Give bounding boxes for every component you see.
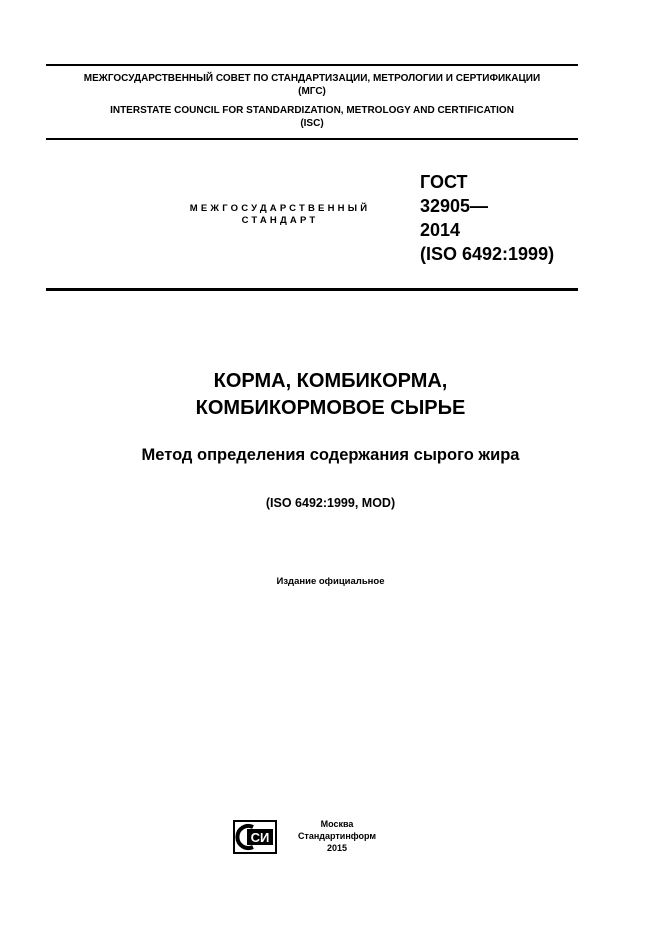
council-ru-name: МЕЖГОСУДАРСТВЕННЫЙ СОВЕТ ПО СТАНДАРТИЗАЦИИ, МЕТРОЛОГИИ И СЕРТИФИКАЦИИ	[83, 73, 541, 84]
publisher-city: Москва	[320, 819, 354, 829]
document-title	[0, 368, 661, 422]
header-bottom-rule	[46, 288, 578, 291]
council-en-name: INTERSTATE COUNCIL FOR STANDARDIZATION, METROLOGY AND CERTIFICATION	[110, 105, 514, 116]
standard-type-label	[150, 203, 410, 227]
council-header	[46, 72, 578, 130]
gost-number: 32905—	[420, 196, 489, 216]
publisher-year: 2015	[326, 843, 348, 853]
council-en-abbr: (ISC)	[300, 118, 324, 129]
document-subtitle: Метод определения содержания сырого жира	[141, 446, 520, 464]
edition-label: Издание официальное	[276, 576, 385, 587]
top-rule	[46, 64, 578, 66]
gost-prefix: ГОСТ	[420, 172, 468, 192]
publisher-name: Стандартинформ	[297, 831, 377, 841]
title-line1: КОРМА, КОМБИКОРМА,	[213, 370, 448, 392]
title-line2: КОМБИКОРМОВОЕ СЫРЬЕ	[195, 397, 466, 419]
council-ru-abbr: (МГС)	[298, 86, 326, 97]
standard-label-line1: МЕЖГОСУДАРСТВЕННЫЙ	[189, 203, 371, 214]
gost-designation	[420, 170, 554, 266]
council-bottom-rule	[46, 138, 578, 140]
standartinform-logo-icon	[233, 820, 277, 854]
gost-iso-ref: (ISO 6492:1999)	[420, 244, 555, 264]
standard-label-line2: СТАНДАРТ	[241, 215, 319, 226]
publisher-info	[282, 818, 392, 854]
iso-mod-ref: (ISO 6492:1999, MOD)	[265, 496, 396, 510]
gost-year: 2014	[420, 220, 461, 240]
svg-text:СИ: СИ	[250, 830, 270, 845]
